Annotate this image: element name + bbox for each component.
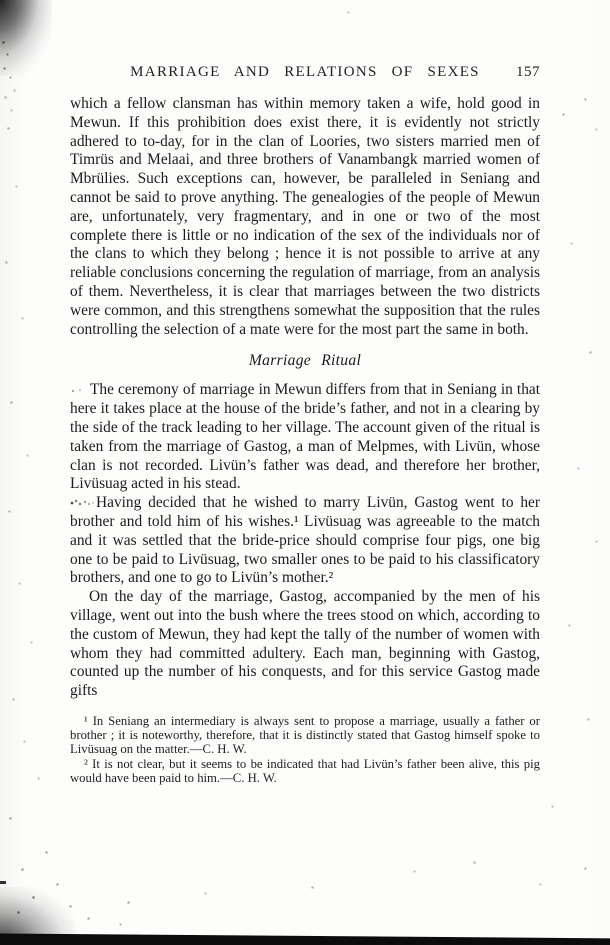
body-paragraph-3 bbox=[70, 494, 540, 588]
body-paragraph-4: On the day of the marriage, Gastog, accompanied by the men of his village, went out into the bush where the trees stood on which, according to the custom of Mewun, they had kept the tally of the number of women with whom they had committed adultery. Each man, beginning with Gastog, counted up the number of his conquests, and for this service Gastog made gifts bbox=[70, 588, 540, 700]
body-paragraph-1: which a fellow clansman has within memory taken a wife, hold good in Mewun. If this prohibition does exist there, it is evidently not strictly adhered to to-day, for in the clan of Loories, two sisters married men of Timrüs and Melaai, and three brothers of Vanambangk married women of Mbrülies. Such exceptions can, however, be paralleled in Seniang and cannot be said to prove anything. The genealogies of the people of Mewun are, unfortunately, very fragmentary, and in one or two of the most complete there is little or no indication of the sex of the individuals nor of the clans to which they belong ; hence it is not possible to arrive at any reliable conclusions concerning the regulation of marriage, from an analysis of them. Nevertheless, it is clear that marriages between the two districts were common, and this strengthens somewhat the supposition that the rules controlling the selection of a mate were for the most part the same in both. bbox=[70, 95, 540, 338]
ink-smudge-artifact bbox=[70, 498, 96, 507]
page-header bbox=[70, 64, 540, 81]
scan-edge-mark bbox=[0, 881, 6, 884]
scan-bottom-edge-band bbox=[0, 933, 610, 945]
body-paragraph-2 bbox=[70, 381, 540, 494]
running-title: MARRIAGE AND RELATIONS OF SEXES bbox=[130, 64, 480, 80]
scan-corner-smudge-top-left bbox=[0, 0, 52, 76]
footnote-2: ² It is not clear, but it seems to be indicated that had Livün’s father been alive, this pig would have been paid to him.—C. H. W. bbox=[70, 756, 540, 785]
body-paragraph-3-text: Having decided that he wished to marry Livün, Gastog went to her brother and told him of his wishes.¹ Livüsuag was agreeable to the match and it was settled that the bride-price should comprise four pigs, one big one to be paid to Livüsuag, two smaller ones to be paid to his classificatory brothers, and one to go to Livün’s mother.² bbox=[70, 494, 540, 587]
page-number: 157 bbox=[516, 64, 540, 80]
ink-dots-artifact bbox=[70, 385, 90, 394]
text-block bbox=[70, 64, 540, 785]
body-paragraph-2-text: The ceremony of marriage in Mewun differs from that in Seniang in that here it takes place at the house of the bride’s father, and not in a clearing by the side of the track leading to her village. The account given of the ritual is taken from the marriage of Gastog, a man of Melpmes, with Livün, whose clan is not recorded. Livün’s father was dead, and therefore her brother, Livüsuag acted in his stead. bbox=[70, 381, 540, 493]
scan-corner-smudge-bottom-left bbox=[0, 887, 76, 945]
scan-dust-speckles bbox=[0, 0, 1, 1]
footnote-1: ¹ In Seniang an intermediary is always sent to propose a marriage, usually a father or brother ; it is noteworthy, therefore, that it is distinctly stated that Gastog himself spoke to Livüsuag on the matter.—C. H. W. bbox=[70, 713, 540, 757]
section-heading: Marriage Ritual bbox=[248, 352, 362, 370]
footnotes-block bbox=[70, 714, 540, 785]
